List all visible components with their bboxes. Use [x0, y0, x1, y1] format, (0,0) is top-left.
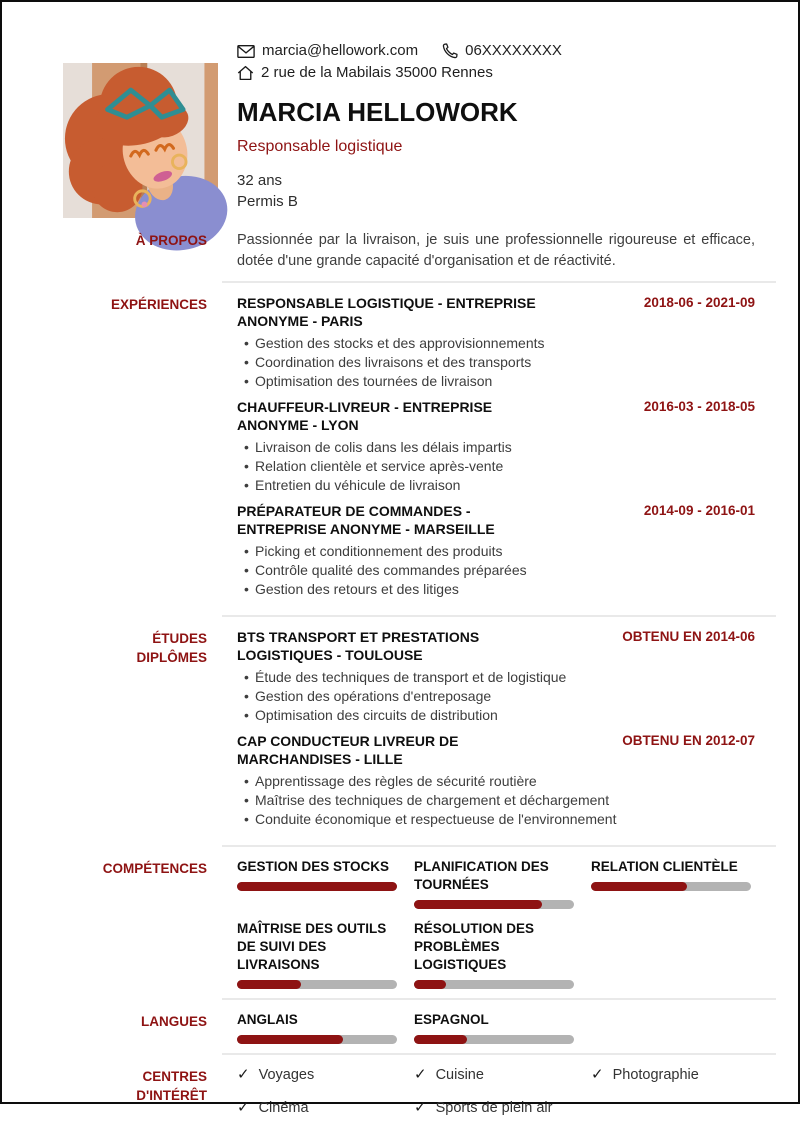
check-icon: ✓ — [414, 1099, 427, 1116]
experience-entry-head — [237, 294, 755, 330]
skill-bar-track — [414, 900, 574, 909]
language-name: ANGLAIS — [237, 1012, 298, 1027]
candidate-age: 32 ans — [237, 172, 283, 189]
bullet-text: Coordination des livraisons et des transports — [255, 354, 532, 370]
section-label-skills: COMPÉTENCES — [102, 861, 207, 876]
check-icon: ✓ — [237, 1099, 250, 1116]
experience-entry-title: RESPONSABLE LOGISTIQUE - ENTREPRISE ANONYME - PARIS — [237, 295, 536, 329]
section-languages — [2, 998, 798, 1053]
interest-label: Cinéma — [258, 1100, 309, 1116]
bullet-marker: • — [244, 439, 249, 455]
interests-grid — [237, 1066, 755, 1117]
profile-photo-illustration — [63, 63, 218, 218]
bullet-item — [237, 372, 755, 390]
education-entry-dates: OBTENU EN 2012-07 — [622, 733, 755, 748]
skills-grid — [237, 858, 755, 989]
education-entry — [237, 628, 755, 724]
check-icon: ✓ — [237, 1066, 250, 1083]
contact-address — [237, 62, 493, 84]
skill-bar-fill — [591, 882, 687, 891]
interest-item — [414, 1066, 574, 1084]
skill-name: RÉSOLUTION DES PROBLÈMES LOGISTIQUES — [414, 921, 535, 972]
section-label-interests: CENTRES D'INTÉRÊT — [136, 1069, 207, 1103]
check-icon: ✓ — [591, 1066, 604, 1083]
section-skills — [2, 845, 798, 998]
bullet-item — [237, 687, 755, 705]
contact-email — [237, 40, 418, 62]
candidate-name: MARCIA HELLOWORK — [237, 97, 518, 127]
language-bar-fill — [237, 1035, 343, 1044]
bullet-item — [237, 353, 755, 371]
bullet-marker: • — [244, 562, 249, 578]
bullet-item — [237, 668, 755, 686]
contact-row-1 — [237, 40, 755, 62]
section-label-education: ÉTUDES DIPLÔMES — [136, 631, 207, 665]
bullet-marker: • — [244, 669, 249, 685]
home-icon — [237, 65, 254, 81]
driving-license: Permis B — [237, 193, 298, 210]
bullet-text: Optimisation des tournées de livraison — [255, 373, 493, 389]
skill — [591, 858, 751, 909]
section-education — [2, 615, 798, 845]
skill — [414, 920, 574, 989]
bullet-marker: • — [244, 688, 249, 704]
bullet-marker: • — [244, 773, 249, 789]
bullet-item — [237, 476, 755, 494]
bullet-text: Relation clientèle et service après-vente — [255, 458, 504, 474]
bullet-text: Gestion des opérations d'entreposage — [255, 688, 492, 704]
section-experiences — [2, 281, 798, 615]
language-bar-track — [414, 1035, 574, 1044]
bullet-marker: • — [244, 581, 249, 597]
skill — [237, 858, 397, 909]
experience-entry-bullets — [237, 542, 755, 598]
about-text: Passionnée par la livraison, je suis une professionnelle rigoureuse et efficace, dotée d'une grande capacité d'organisation et de réactivité. — [237, 232, 755, 269]
language — [414, 1011, 574, 1044]
skill-bar-fill — [237, 980, 301, 989]
skill-bar-track — [591, 882, 751, 891]
skill-bar-fill — [237, 882, 397, 891]
skill-bar-fill — [414, 980, 446, 989]
experience-entry — [237, 294, 755, 390]
profile-photo — [63, 63, 218, 218]
education-entry-bullets — [237, 668, 755, 724]
contact-phone — [442, 40, 562, 62]
skill — [414, 858, 574, 909]
bullet-item — [237, 772, 755, 790]
education-entry-bullets — [237, 772, 755, 828]
cv-header — [2, 2, 798, 224]
education-list — [237, 628, 755, 836]
contact-email-text: marcia@hellowork.com — [262, 42, 419, 59]
language — [237, 1011, 397, 1044]
experience-entry — [237, 398, 755, 494]
bullet-marker: • — [244, 335, 249, 351]
skill-bar-track — [237, 980, 397, 989]
education-entry-title: BTS TRANSPORT ET PRESTATIONS LOGISTIQUES - TOULOUSE — [237, 629, 480, 663]
section-about — [2, 224, 798, 281]
check-icon: ✓ — [414, 1066, 427, 1083]
bullet-text: Maîtrise des techniques de chargement et déchargement — [255, 792, 610, 808]
bullet-text: Optimisation des circuits de distribution — [255, 707, 498, 723]
bullet-item — [237, 438, 755, 456]
bullet-marker: • — [244, 354, 249, 370]
education-entry-title: CAP CONDUCTEUR LIVREUR DE MARCHANDISES - LILLE — [237, 733, 459, 767]
experience-entry — [237, 502, 755, 598]
education-entry-dates: OBTENU EN 2014-06 — [622, 629, 755, 644]
experience-entry-head — [237, 502, 755, 538]
bullet-item — [237, 706, 755, 724]
bullet-text: Gestion des stocks et des approvisionnements — [255, 335, 545, 351]
bullet-text: Livraison de colis dans les délais impartis — [255, 439, 512, 455]
section-label-about: À PROPOS — [135, 233, 207, 248]
bullet-marker: • — [244, 543, 249, 559]
education-entry-head — [237, 732, 755, 768]
bullet-marker: • — [244, 458, 249, 474]
experience-entry-bullets — [237, 438, 755, 494]
bullet-text: Conduite économique et respectueuse de l'environnement — [255, 811, 617, 827]
bullet-item — [237, 334, 755, 352]
experience-entry-dates: 2016-03 - 2018-05 — [643, 399, 755, 414]
skill-name: RELATION CLIENTÈLE — [591, 859, 738, 874]
interest-label: Voyages — [258, 1067, 315, 1083]
interest-item — [591, 1066, 751, 1084]
experience-entry-title: CHAUFFEUR-LIVREUR - ENTREPRISE ANONYME - LYON — [237, 399, 493, 433]
section-interests — [2, 1053, 798, 1126]
language-bar-track — [237, 1035, 397, 1044]
skill-name: GESTION DES STOCKS — [237, 859, 390, 874]
language-bar-fill — [414, 1035, 467, 1044]
skill-name: MAÎTRISE DES OUTILS DE SUIVI DES LIVRAISONS — [237, 921, 387, 972]
section-label-experiences: EXPÉRIENCES — [110, 297, 207, 312]
bullet-text: Picking et conditionnement des produits — [255, 543, 503, 559]
bullet-item — [237, 791, 755, 809]
bullet-item — [237, 542, 755, 560]
education-entry-head — [237, 628, 755, 664]
skill-bar-track — [237, 882, 397, 891]
experience-list — [237, 294, 755, 606]
languages-grid — [237, 1011, 755, 1044]
experience-entry-head — [237, 398, 755, 434]
bullet-text: Étude des techniques de transport et de logistique — [255, 669, 567, 685]
skill-bar-fill — [414, 900, 542, 909]
interest-item — [237, 1066, 397, 1084]
contact-address-text: 2 rue de la Mabilais 35000 Rennes — [261, 64, 493, 81]
envelope-icon — [237, 44, 255, 59]
bullet-item — [237, 457, 755, 475]
bullet-marker: • — [244, 811, 249, 827]
phone-icon — [442, 43, 458, 59]
language-name: ESPAGNOL — [414, 1012, 489, 1027]
experience-entry-title: PRÉPARATEUR DE COMMANDES - ENTREPRISE ANONYME - MARSEILLE — [237, 503, 495, 537]
interest-item — [237, 1099, 397, 1117]
bullet-marker: • — [244, 373, 249, 389]
contact-row-2 — [237, 62, 755, 84]
interest-label: Cuisine — [435, 1067, 484, 1083]
bullet-text: Gestion des retours et des litiges — [255, 581, 459, 597]
bullet-marker: • — [244, 792, 249, 808]
bullet-text: Entretien du véhicule de livraison — [255, 477, 461, 493]
bullet-item — [237, 561, 755, 579]
job-title: Responsable logistique — [237, 138, 403, 155]
experience-entry-dates: 2014-09 - 2016-01 — [643, 503, 755, 518]
interest-label: Photographie — [612, 1067, 699, 1083]
skill-bar-track — [414, 980, 574, 989]
education-entry — [237, 732, 755, 828]
interest-label: Sports de plein air — [435, 1100, 553, 1116]
contact-phone-text: 06XXXXXXXX — [465, 42, 562, 59]
skill-name: PLANIFICATION DES TOURNÉES — [414, 859, 549, 892]
bullet-item — [237, 580, 755, 598]
bullet-text: Contrôle qualité des commandes préparées — [255, 562, 527, 578]
bullet-text: Apprentissage des règles de sécurité routière — [255, 773, 537, 789]
experience-entry-bullets — [237, 334, 755, 390]
skill — [237, 920, 397, 989]
interest-item — [414, 1099, 574, 1117]
section-label-languages: LANGUES — [140, 1014, 207, 1029]
bullet-marker: • — [244, 707, 249, 723]
bullet-item — [237, 810, 755, 828]
bullet-marker: • — [244, 477, 249, 493]
experience-entry-dates: 2018-06 - 2021-09 — [643, 295, 755, 310]
